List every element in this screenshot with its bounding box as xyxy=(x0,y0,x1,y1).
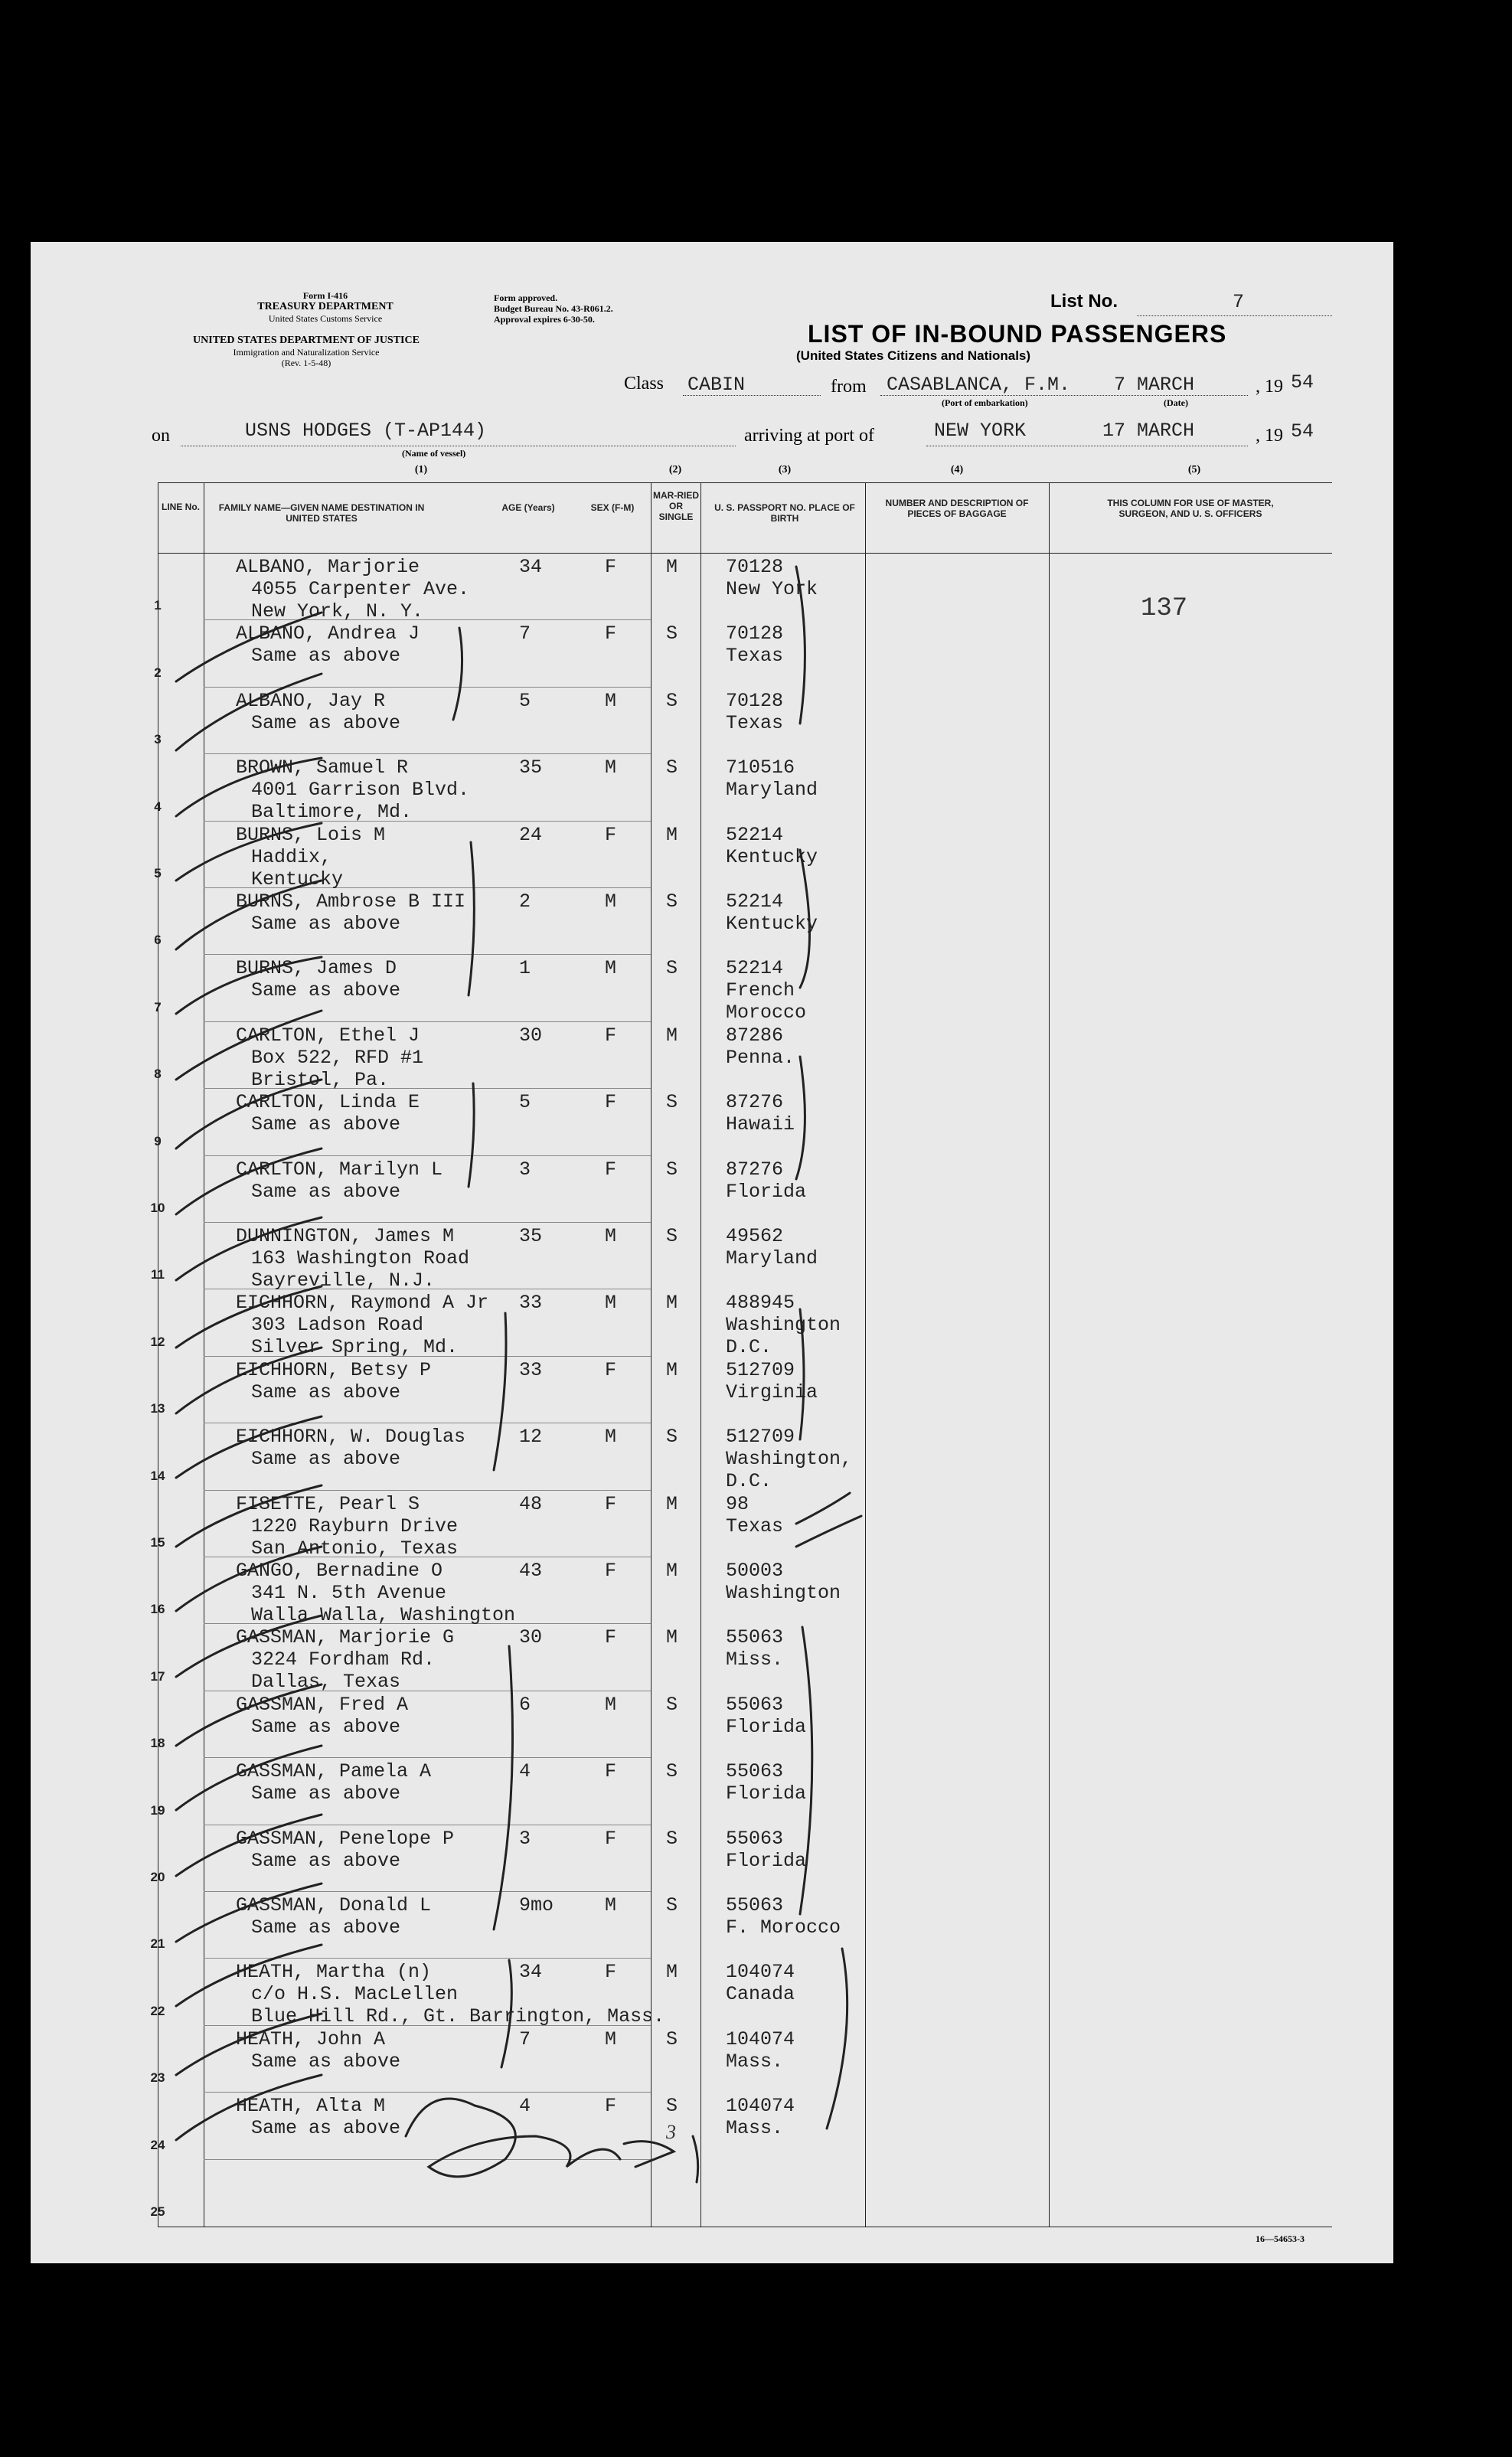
passenger-marital-status: M xyxy=(666,1492,678,1515)
place-of-birth: Texas xyxy=(726,1514,784,1537)
place-of-birth: Florida xyxy=(726,1180,807,1203)
passenger-name: HEATH, Martha (n) xyxy=(236,1961,432,1984)
passenger-name: GASSMAN, Pamela A xyxy=(236,1760,432,1783)
place-of-birth: Washington, xyxy=(726,1448,853,1471)
line-number: 10 xyxy=(150,1201,165,1215)
passenger-destination: New York, N. Y. xyxy=(251,600,424,622)
passenger-marital-status: M xyxy=(666,1626,678,1649)
place-of-birth: Maryland xyxy=(726,1247,818,1269)
passenger-destination: 4001 Garrison Blvd. xyxy=(251,779,470,802)
list-no-label: List No. xyxy=(1050,291,1118,312)
place-of-birth: Washington xyxy=(726,1582,841,1604)
place-of-birth: Hawaii xyxy=(726,1113,795,1136)
place-of-birth: Florida xyxy=(726,1782,807,1805)
justice-department: UNITED STATES DEPARTMENT OF JUSTICE xyxy=(193,335,420,346)
arrival-port: NEW YORK xyxy=(934,420,1027,442)
place-of-birth: Kentucky xyxy=(726,845,818,868)
form-approved: Form approved. xyxy=(494,292,558,303)
place-of-birth: Kentucky xyxy=(726,913,818,935)
passenger-destination: Same as above xyxy=(251,645,401,668)
place-of-birth: Canada xyxy=(726,1983,795,2006)
passenger-destination: 163 Washington Road xyxy=(251,1247,470,1269)
passenger-age: 2 xyxy=(519,890,531,913)
passport-number: 49562 xyxy=(726,1225,784,1247)
passenger-sex: F xyxy=(605,1560,617,1582)
passport-number: 104074 xyxy=(726,2027,795,2050)
passport-number: 52214 xyxy=(726,957,784,980)
passenger-name: ALBANO, Andrea J xyxy=(236,622,420,645)
place-of-birth: Texas xyxy=(726,711,784,734)
from-label: from xyxy=(831,377,867,397)
col-num-5: (5) xyxy=(1187,464,1201,475)
line-number: 2 xyxy=(154,665,162,680)
passenger-name: EICHHORN, Raymond A Jr xyxy=(236,1292,489,1315)
passenger-age: 3 xyxy=(519,1158,531,1181)
passenger-name: HEATH, Alta M xyxy=(236,2095,386,2118)
embarkation-port: CASABLANCA, F.M. xyxy=(887,374,1071,396)
passenger-destination: Same as above xyxy=(251,1113,401,1136)
place-of-birth: Florida xyxy=(726,1849,807,1872)
passenger-sex: F xyxy=(605,1024,617,1047)
passenger-name: GASSMAN, Fred A xyxy=(236,1693,409,1716)
passenger-destination: 3224 Fordham Rd. xyxy=(251,1648,436,1671)
passenger-name: GASSMAN, Marjorie G xyxy=(236,1626,455,1649)
passenger-name: ALBANO, Marjorie xyxy=(236,556,420,578)
passenger-marital-status: S xyxy=(666,2095,678,2118)
place-of-birth: Washington xyxy=(726,1314,841,1337)
passenger-sex: M xyxy=(605,957,617,980)
passenger-sex: M xyxy=(605,1693,617,1716)
footer-code: 16—54653-3 xyxy=(1256,2233,1305,2244)
passport-number: 104074 xyxy=(726,1961,795,1984)
embarkation-date: 7 MARCH xyxy=(1114,374,1195,396)
passenger-destination: 303 Ladson Road xyxy=(251,1314,424,1337)
passenger-destination: 4055 Carpenter Ave. xyxy=(251,578,470,600)
passenger-age: 35 xyxy=(519,1225,543,1247)
passenger-destination: Dallas, Texas xyxy=(251,1671,401,1694)
passport-number: 70128 xyxy=(726,689,784,712)
passenger-sex: M xyxy=(605,756,617,779)
col-baggage: NUMBER AND DESCRIPTION OF PIECES OF BAGGAGE xyxy=(885,498,1029,519)
line-number: 23 xyxy=(150,2070,165,2086)
passenger-age: 12 xyxy=(519,1426,543,1449)
form-revision: (Rev. 1-5-48) xyxy=(281,358,331,368)
line-number: 16 xyxy=(150,1602,165,1617)
place-of-birth: D.C. xyxy=(726,1336,772,1359)
passenger-marital-status: M xyxy=(666,1961,678,1984)
passport-number: 52214 xyxy=(726,823,784,846)
passenger-name: BROWN, Samuel R xyxy=(236,756,409,779)
line-number: 4 xyxy=(154,799,162,814)
place-of-birth: F. Morocco xyxy=(726,1916,841,1939)
passenger-destination: Kentucky xyxy=(251,867,344,890)
place-of-birth: New York xyxy=(726,578,818,600)
col-age: AGE (Years) xyxy=(501,502,555,513)
arrival-year: 54 xyxy=(1291,420,1314,443)
line-number: 22 xyxy=(150,2003,165,2018)
passenger-age: 5 xyxy=(519,689,531,712)
treasury-department: TREASURY DEPARTMENT xyxy=(257,301,394,312)
passenger-destination: Silver Spring, Md. xyxy=(251,1336,459,1359)
passenger-destination: c/o H.S. MacLellen xyxy=(251,1983,459,2006)
on-label: on xyxy=(152,426,170,446)
passport-number: 55063 xyxy=(726,1827,784,1850)
passenger-sex: F xyxy=(605,556,617,578)
list-no-value: 7 xyxy=(1233,291,1245,313)
passenger-age: 33 xyxy=(519,1358,543,1381)
passport-number: 87286 xyxy=(726,1024,784,1047)
passenger-name: BURNS, Lois M xyxy=(236,823,386,846)
passenger-marital-status: M xyxy=(666,556,678,578)
date-caption: (Date) xyxy=(1164,397,1188,408)
passenger-sex: M xyxy=(605,890,617,913)
passenger-age: 6 xyxy=(519,1693,531,1716)
line-number: 21 xyxy=(150,1936,165,1952)
line-number: 18 xyxy=(150,1736,165,1751)
passenger-age: 34 xyxy=(519,556,543,578)
place-of-birth: Florida xyxy=(726,1715,807,1738)
passenger-destination: Same as above xyxy=(251,979,401,1002)
signature-number: 3 xyxy=(666,2121,676,2143)
passenger-name: CARLTON, Linda E xyxy=(236,1091,420,1114)
passenger-marital-status: S xyxy=(666,689,678,712)
ins-service: Immigration and Naturalization Service xyxy=(233,347,380,358)
passenger-destination: Blue Hill Rd., Gt. Barrington, Mass. xyxy=(251,2005,665,2028)
place-of-birth: Mass. xyxy=(726,2050,784,2073)
passenger-sex: F xyxy=(605,1091,617,1114)
line-number: 1 xyxy=(154,598,162,613)
passport-number: 710516 xyxy=(726,756,795,779)
passenger-age: 5 xyxy=(519,1091,531,1114)
passenger-sex: M xyxy=(605,1426,617,1449)
line-number: 8 xyxy=(154,1067,162,1082)
passport-number: 87276 xyxy=(726,1158,784,1181)
passenger-sex: F xyxy=(605,1760,617,1783)
form-subtitle: (United States Citizens and Nationals) xyxy=(796,348,1031,363)
arrival-date: 17 MARCH xyxy=(1102,420,1195,442)
passenger-destination: Haddix, xyxy=(251,845,332,868)
passenger-sex: M xyxy=(605,1225,617,1247)
passenger-sex: F xyxy=(605,1827,617,1850)
passenger-marital-status: S xyxy=(666,890,678,913)
passenger-marital-status: M xyxy=(666,1358,678,1381)
passenger-age: 43 xyxy=(519,1560,543,1582)
line-number: 5 xyxy=(154,866,162,881)
passenger-marital-status: S xyxy=(666,1760,678,1783)
passenger-destination: Same as above xyxy=(251,2050,401,2073)
passenger-marital-status: S xyxy=(666,957,678,980)
form-number: Form I-416 xyxy=(302,290,348,301)
passenger-destination: Sayreville, N.J. xyxy=(251,1269,436,1292)
passenger-destination: Same as above xyxy=(251,1715,401,1738)
passenger-marital-status: S xyxy=(666,1091,678,1114)
passenger-marital-status: S xyxy=(666,756,678,779)
line-number: 6 xyxy=(154,933,162,948)
col-married: MAR-RIED OR SINGLE xyxy=(653,490,699,522)
passenger-marital-status: S xyxy=(666,1693,678,1716)
passenger-age: 7 xyxy=(519,2027,531,2050)
form-title: LIST OF IN-BOUND PASSENGERS xyxy=(808,320,1227,348)
embarkation-caption: (Port of embarkation) xyxy=(942,397,1028,408)
passenger-sex: M xyxy=(605,2027,617,2050)
passenger-destination: Same as above xyxy=(251,711,401,734)
passenger-destination: Bristol, Pa. xyxy=(251,1068,390,1091)
line-number: 12 xyxy=(150,1334,165,1349)
passenger-marital-status: S xyxy=(666,2027,678,2050)
class-value: CABIN xyxy=(687,374,746,396)
passenger-name: CARLTON, Ethel J xyxy=(236,1024,420,1047)
line-number: 24 xyxy=(150,2137,165,2152)
approval-expires: Approval expires 6-30-50. xyxy=(494,314,595,325)
passenger-sex: F xyxy=(605,1358,617,1381)
passenger-destination: Baltimore, Md. xyxy=(251,801,413,824)
passport-number: 70128 xyxy=(726,556,784,578)
passport-number: 70128 xyxy=(726,622,784,645)
passport-number: 52214 xyxy=(726,890,784,913)
place-of-birth: Penna. xyxy=(726,1046,795,1069)
passenger-destination: Same as above xyxy=(251,1380,401,1403)
passenger-destination: Same as above xyxy=(251,1782,401,1805)
col-officers: THIS COLUMN FOR USE OF MASTER, SURGEON, AND U. S. OFFICERS xyxy=(1107,498,1274,519)
passport-number: 55063 xyxy=(726,1626,784,1649)
passenger-destination: Box 522, RFD #1 xyxy=(251,1046,424,1069)
passenger-sex: F xyxy=(605,1158,617,1181)
passenger-age: 33 xyxy=(519,1292,543,1315)
passenger-marital-status: M xyxy=(666,1292,678,1315)
passenger-name: GANGO, Bernadine O xyxy=(236,1560,443,1582)
place-of-birth: D.C. xyxy=(726,1470,772,1493)
line-number: 19 xyxy=(150,1802,165,1818)
passenger-sex: F xyxy=(605,2095,617,2118)
passenger-marital-status: M xyxy=(666,1024,678,1047)
line-number: 13 xyxy=(150,1401,165,1416)
passenger-marital-status: S xyxy=(666,1827,678,1850)
passport-number: 50003 xyxy=(726,1560,784,1582)
passenger-destination: Same as above xyxy=(251,1849,401,1872)
passenger-destination: Same as above xyxy=(251,1916,401,1939)
passenger-name: GASSMAN, Penelope P xyxy=(236,1827,455,1850)
vessel-name: USNS HODGES (T-AP144) xyxy=(245,420,487,442)
customs-service: United States Customs Service xyxy=(268,313,383,324)
passenger-name: BURNS, James D xyxy=(236,957,397,980)
passenger-age: 4 xyxy=(519,2095,531,2118)
line-number: 15 xyxy=(150,1535,165,1550)
passenger-age: 30 xyxy=(519,1024,543,1047)
passenger-marital-status: S xyxy=(666,622,678,645)
col-num-2: (2) xyxy=(668,464,682,475)
passport-number: 98 xyxy=(726,1492,749,1515)
passenger-marital-status: S xyxy=(666,1225,678,1247)
passenger-sex: F xyxy=(605,1492,617,1515)
passenger-age: 4 xyxy=(519,1760,531,1783)
col-num-3: (3) xyxy=(778,464,792,475)
passport-number: 55063 xyxy=(726,1693,784,1716)
passenger-age: 3 xyxy=(519,1827,531,1850)
place-of-birth: Texas xyxy=(726,645,784,668)
passenger-sex: F xyxy=(605,1961,617,1984)
line-number: 3 xyxy=(154,732,162,747)
passenger-name: EICHHORN, Betsy P xyxy=(236,1358,432,1381)
passenger-destination: Same as above xyxy=(251,913,401,935)
passenger-age: 7 xyxy=(519,622,531,645)
line-number: 20 xyxy=(150,1870,165,1884)
passenger-age: 35 xyxy=(519,756,543,779)
passenger-marital-status: S xyxy=(666,1426,678,1449)
col-num-4: (4) xyxy=(950,464,964,475)
passenger-name: EICHHORN, W. Douglas xyxy=(236,1426,466,1449)
col-name: FAMILY NAME—GIVEN NAME DESTINATION IN UNITED STATES xyxy=(218,502,425,524)
col-sex: SEX (F-M) xyxy=(590,502,635,513)
line-number: 7 xyxy=(154,999,162,1014)
year-prefix: , 19 xyxy=(1256,426,1283,446)
passenger-age: 48 xyxy=(519,1492,543,1515)
passenger-destination: Walla Walla, Washington xyxy=(251,1604,516,1626)
place-of-birth: Maryland xyxy=(726,779,818,802)
passenger-destination: 341 N. 5th Avenue xyxy=(251,1582,447,1604)
passenger-destination: Same as above xyxy=(251,2117,401,2140)
passenger-age: 34 xyxy=(519,1961,543,1984)
passenger-sex: F xyxy=(605,622,617,645)
passenger-destination: 1220 Rayburn Drive xyxy=(251,1514,459,1537)
passenger-destination: San Antonio, Texas xyxy=(251,1537,459,1560)
line-number: 9 xyxy=(154,1133,162,1148)
passenger-age: 1 xyxy=(519,957,531,980)
passenger-marital-status: M xyxy=(666,1560,678,1582)
passport-number: 104074 xyxy=(726,2095,795,2118)
passenger-marital-status: S xyxy=(666,1158,678,1181)
passenger-age: 9mo xyxy=(519,1894,554,1916)
passenger-sex: M xyxy=(605,1292,617,1315)
embarkation-year: 54 xyxy=(1291,371,1314,394)
passport-number: 512709 xyxy=(726,1358,795,1381)
passenger-marital-status: S xyxy=(666,1894,678,1916)
col-num-1: (1) xyxy=(414,464,428,475)
col-line-no: LINE No. xyxy=(162,502,200,512)
year-prefix: , 19 xyxy=(1256,377,1283,397)
budget-bureau: Budget Bureau No. 43-R061.2. xyxy=(494,303,613,314)
passenger-name: GASSMAN, Donald L xyxy=(236,1894,432,1916)
vessel-caption: (Name of vessel) xyxy=(402,448,466,459)
line-number: 14 xyxy=(150,1468,165,1483)
passport-number: 488945 xyxy=(726,1292,795,1315)
place-of-birth: Miss. xyxy=(726,1648,784,1671)
arriving-label: arriving at port of xyxy=(744,426,874,446)
col-passport: U. S. PASSPORT NO. PLACE OF BIRTH xyxy=(714,502,855,524)
passenger-sex: M xyxy=(605,689,617,712)
passenger-name: FISETTE, Pearl S xyxy=(236,1492,420,1515)
passenger-destination: Same as above xyxy=(251,1448,401,1471)
passenger-sex: M xyxy=(605,1894,617,1916)
place-of-birth: Virginia xyxy=(726,1380,818,1403)
passport-number: 55063 xyxy=(726,1894,784,1916)
class-label: Class xyxy=(624,374,665,394)
passenger-name: DUNNINGTON, James M xyxy=(236,1225,455,1247)
place-of-birth: Mass. xyxy=(726,2117,784,2140)
passenger-name: BURNS, Ambrose B III xyxy=(236,890,466,913)
passport-number: 55063 xyxy=(726,1760,784,1783)
line-number: 25 xyxy=(150,2204,165,2219)
passenger-sex: F xyxy=(605,1626,617,1649)
passenger-destination: Same as above xyxy=(251,1180,401,1203)
passenger-age: 30 xyxy=(519,1626,543,1649)
passenger-name: HEATH, John A xyxy=(236,2027,386,2050)
passport-number: 87276 xyxy=(726,1091,784,1114)
line-number: 17 xyxy=(150,1668,165,1684)
passenger-name: ALBANO, Jay R xyxy=(236,689,386,712)
passport-number: 512709 xyxy=(726,1426,795,1449)
passenger-name: CARLTON, Marilyn L xyxy=(236,1158,443,1181)
passenger-marital-status: M xyxy=(666,823,678,846)
officer-annotation: 137 xyxy=(1141,594,1188,623)
passenger-sex: F xyxy=(605,823,617,846)
passenger-age: 24 xyxy=(519,823,543,846)
place-of-birth: Morocco xyxy=(726,1001,807,1024)
place-of-birth: French xyxy=(726,979,795,1002)
line-number: 11 xyxy=(151,1267,165,1282)
